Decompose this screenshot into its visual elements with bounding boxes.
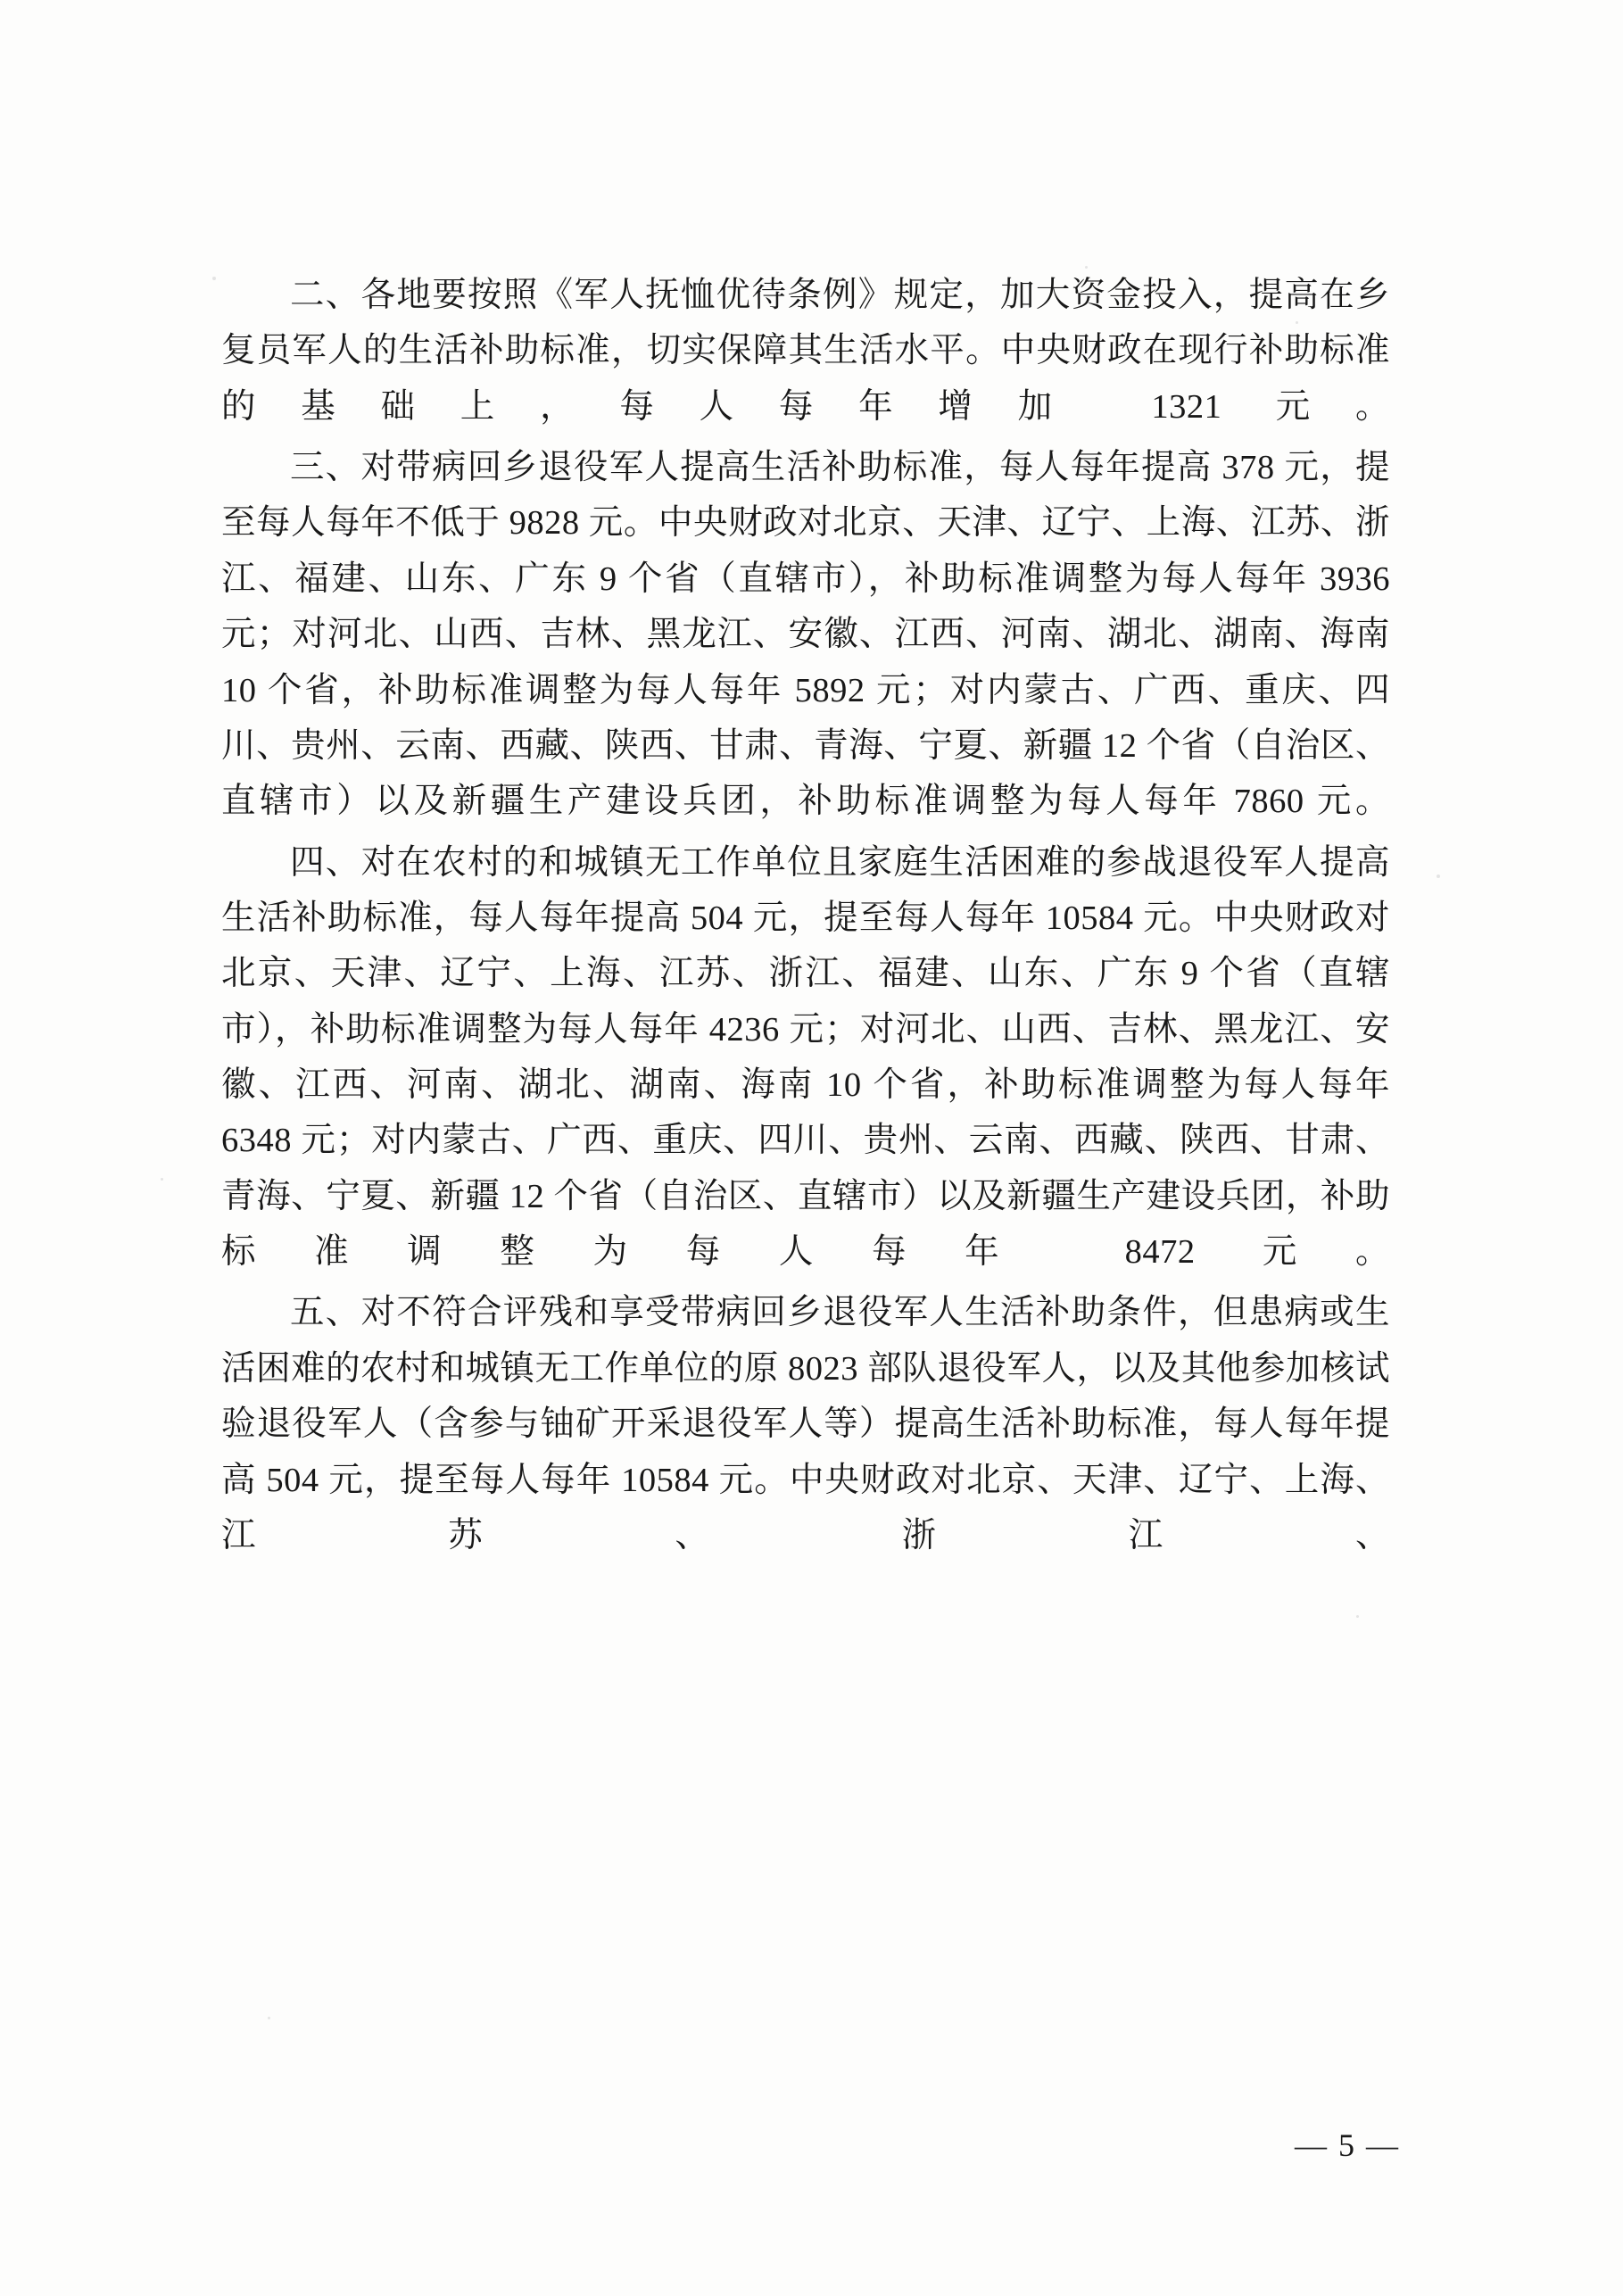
- paper-speck: [1437, 874, 1440, 878]
- paragraph-3: 三、对带病回乡退役军人提高生活补助标准，每人每年提高 378 元，提至每人每年不低于 9828 元。中央财政对北京、天津、辽宁、上海、江苏、浙江、福建、山东、广东 9 个省（直辖市），补助标准调整为每人每年 3936 元；对河北、山西、吉林、黑龙江、安徽、江西、河南、湖北、湖南、海南 10 个省，补助标准调整为每人每年 5892 元；对内蒙古、广西、重庆、四川、贵州、云南、西藏、陕西、甘肃、青海、宁夏、新疆 12 个省（自治区、直辖市）以及新疆生产建设兵团，补助标准调整为每人每年 7860 元。: [221, 449, 1390, 821]
- document-body: [221, 268, 1390, 1569]
- page-number: — 5 —: [1295, 2127, 1400, 2163]
- paper-speck: [212, 277, 216, 280]
- paper-speck: [161, 1178, 163, 1181]
- paper-speck: [268, 2017, 270, 2019]
- paragraph-5: 五、对不符合评残和享受带病回乡退役军人生活补助条件，但患病或生活困难的农村和城镇无工作单位的原 8023 部队退役军人，以及其他参加核试验退役军人（含参与铀矿开采退役军人等）提高生活补助标准，每人每年提高 504 元，提至每人每年 10584 元。中央财政对北京、天津、辽宁、上海、江苏、浙江、: [221, 1294, 1390, 1554]
- paragraph-2: 二、各地要按照《军人抚恤优待条例》规定，加大资金投入，提高在乡复员军人的生活补助标准，切实保障其生活水平。中央财政在现行补助标准的基础上，每人每年增加 1321 元。: [221, 277, 1390, 426]
- paper-speck: [1356, 1615, 1359, 1618]
- paragraph-4: 四、对在农村的和城镇无工作单位且家庭生活困难的参战退役军人提高生活补助标准，每人每年提高 504 元，提至每人每年 10584 元。中央财政对北京、天津、辽宁、上海、江苏、浙江、福建、山东、广东 9 个省（直辖市），补助标准调整为每人每年 4236 元；对河北、山西、吉林、黑龙江、安徽、江西、河南、湖北、湖南、海南 10 个省，补助标准调整为每人每年 6348 元；对内蒙古、广西、重庆、四川、贵州、云南、西藏、陕西、甘肃、青海、宁夏、新疆 12 个省（自治区、直辖市）以及新疆生产建设兵团，补助标准调整为每人每年 8472 元。: [221, 843, 1390, 1272]
